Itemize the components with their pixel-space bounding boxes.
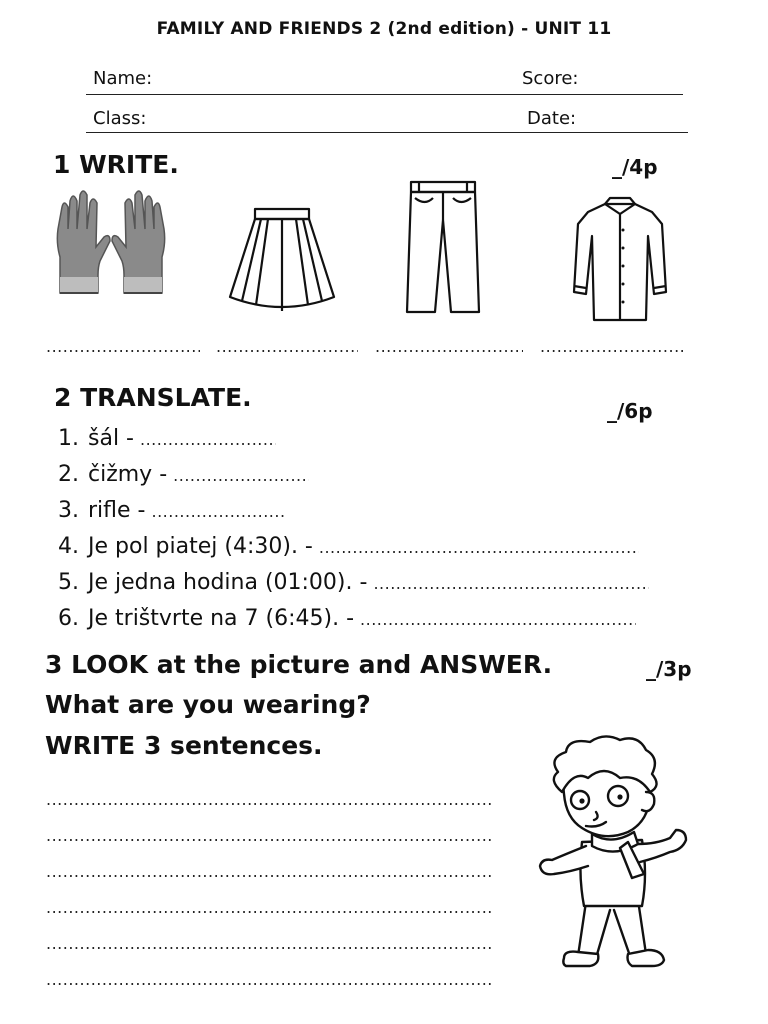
translate-answer-line[interactable] (151, 502, 287, 521)
jeans-icon (405, 180, 481, 316)
name-label: Name: (93, 68, 153, 89)
sentence-line-1[interactable] (46, 790, 494, 809)
section3-heading: 3 LOOK at the picture and ANSWER. (45, 650, 553, 679)
class-label: Class: (93, 108, 147, 129)
score-label: Score: (522, 68, 579, 89)
answer-line-1[interactable] (46, 337, 200, 356)
section2-points: _/6p (607, 399, 653, 423)
section1-points: _/4p (612, 155, 658, 179)
item-text: rifle - (88, 498, 146, 523)
translate-item (58, 426, 276, 451)
item-number: 2. (58, 462, 79, 487)
item-text: šál - (88, 426, 134, 451)
translate-answer-line[interactable] (140, 430, 276, 449)
section3-points: _/3p (646, 657, 692, 681)
answer-line-2[interactable] (216, 337, 358, 356)
translate-item (58, 606, 636, 631)
translate-answer-line[interactable] (373, 574, 649, 593)
skirt-icon (226, 205, 338, 317)
item-number: 3. (58, 498, 79, 523)
sentence-line-2[interactable] (46, 826, 494, 845)
gloves-icon (52, 185, 170, 303)
sentence-line-4[interactable] (46, 898, 494, 917)
boy-with-scarf-icon (534, 734, 690, 974)
sentence-line-3[interactable] (46, 862, 494, 881)
sentence-line-5[interactable] (46, 934, 494, 953)
worksheet-title: FAMILY AND FRIENDS 2 (2nd edition) - UNIT 11 (156, 19, 612, 39)
sentence-line-6[interactable] (46, 970, 494, 989)
item-number: 4. (58, 534, 79, 559)
class-date-line (86, 132, 688, 133)
translate-answer-line[interactable] (360, 610, 636, 629)
item-number: 5. (58, 570, 79, 595)
translate-item (58, 462, 309, 487)
item-text: Je pol piatej (4:30). - (88, 534, 313, 559)
item-text: Je jedna hodina (01:00). - (88, 570, 368, 595)
date-label: Date: (527, 108, 577, 129)
item-text: Je trištvrte na 7 (6:45). - (88, 606, 355, 631)
name-score-line (86, 94, 683, 95)
section3-instruction: WRITE 3 sentences. (45, 731, 323, 760)
translate-item (58, 498, 287, 523)
answer-line-4[interactable] (540, 337, 683, 356)
item-number: 1. (58, 426, 79, 451)
item-number: 6. (58, 606, 79, 631)
section1-heading: 1 WRITE. (53, 150, 179, 179)
translate-answer-line[interactable] (319, 538, 639, 557)
item-text: čižmy - (88, 462, 168, 487)
translate-item (58, 570, 649, 595)
section2-heading: 2 TRANSLATE. (54, 383, 252, 412)
answer-line-3[interactable] (375, 337, 523, 356)
section3-question: What are you wearing? (45, 690, 371, 719)
shirt-icon (570, 196, 670, 326)
translate-answer-line[interactable] (173, 466, 309, 485)
translate-item (58, 534, 639, 559)
